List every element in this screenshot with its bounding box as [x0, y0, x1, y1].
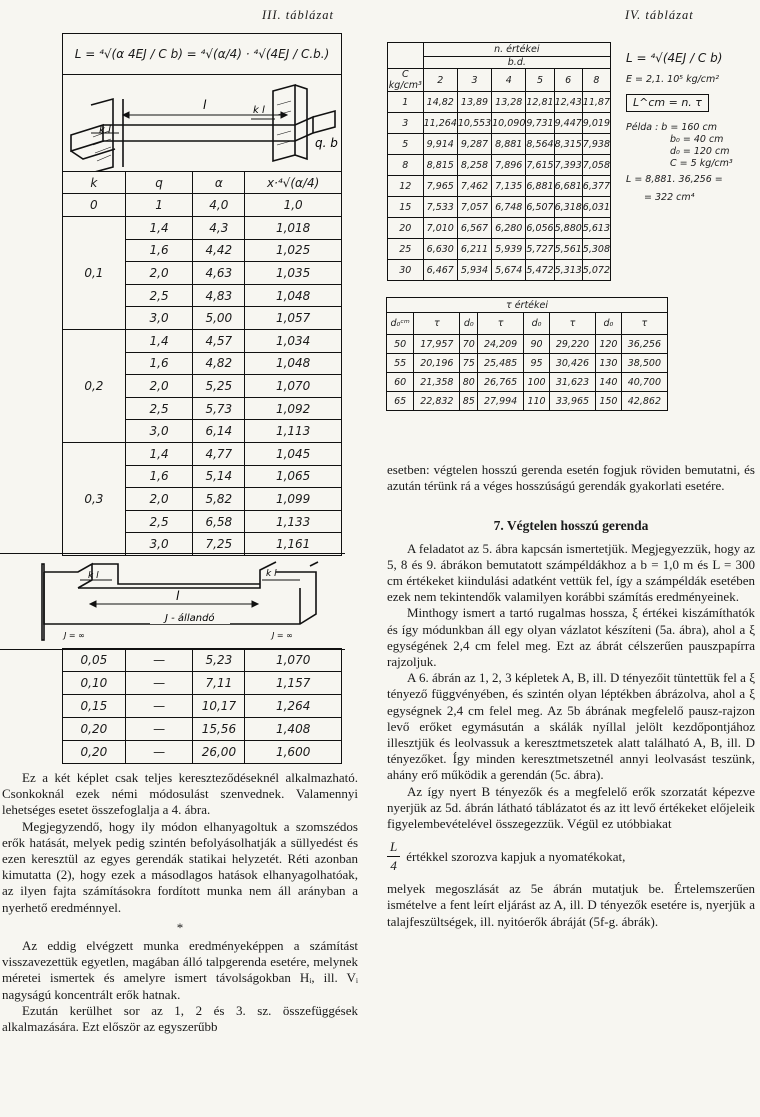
n-table-cell: 9,914 — [423, 134, 457, 155]
table3-cell: 3,0 — [125, 533, 193, 556]
n-table-row-header: 25 — [388, 239, 424, 260]
table4-header: IV. táblázat — [625, 8, 694, 22]
tau-table-cell: 21,358 — [414, 373, 460, 392]
table3-cell: 3,0 — [125, 420, 193, 443]
n-table-blank — [388, 43, 424, 69]
right-text — [387, 462, 755, 930]
table3-cell: 26,00 — [193, 741, 245, 764]
table3-cell: 15,56 — [193, 718, 245, 741]
right-para-3: A 6. ábrán az 1, 2, 3 képletek A, B, ill. D tényezőit tüntettük fel a ξ tényező függvényében, és szintén olyan léptékben ábrázolva, ahol a ξ egységnek 2,4 cm felel meg. Az 5b ábrának megfelelő pausz-rajzon levő erőket egymásután a skálák nyíllal jelölt kezdőpontjához illesztjük és leolvassuk a keresztmetszetek alatt található A, B, ill. D tényezőket. Így minden keresztmetszetnél annyi leolvasást teszünk, ahány erő működik a gerendán (5c. ábra). — [387, 670, 755, 783]
n-table-cell: 6,056 — [526, 218, 554, 239]
table3-bottom-row — [63, 649, 342, 672]
n-table-row — [388, 176, 611, 197]
svg-text:l: l — [176, 589, 180, 603]
table3-k-cell: 0,1 — [63, 217, 126, 330]
tau-table-cell: 20,196 — [414, 354, 460, 373]
table3-cell: 1,264 — [245, 695, 342, 718]
table3-cell: 1,099 — [245, 488, 342, 511]
n-table-cell: 14,82 — [423, 92, 457, 113]
section-star: * — [176, 919, 184, 935]
right-para-5: melyek megoszlását az 5e ábrán mutatjuk be. Értelemszerűen ismételve a fent leírt eljárást az A, ill. D tényezők esetére is, nyerjük a talajfeszültségek, ill. nyitóerők ábráját (5f-g. ábrák). — [387, 881, 755, 929]
table3-cell: 1,034 — [245, 329, 342, 352]
n-table-cell: 7,393 — [554, 155, 582, 176]
table3-cell: 1,035 — [245, 262, 342, 285]
n-table-header-row — [388, 69, 611, 92]
table3-bottom-row — [63, 672, 342, 695]
n-table-cell: 5,308 — [582, 239, 610, 260]
table3-cell: — — [125, 672, 193, 695]
table3-cell: 6,58 — [193, 510, 245, 533]
table3-cell: 0,20 — [63, 718, 126, 741]
n-table-cell: 6,377 — [582, 176, 610, 197]
tau-table-cell: 80 — [460, 373, 478, 392]
n-table-cell: 8,815 — [423, 155, 457, 176]
table3-bottom-row — [63, 718, 342, 741]
tau-table-col-header: d₀ — [596, 313, 622, 335]
table3-cell: 4,63 — [193, 262, 245, 285]
table3-col-header: q — [125, 172, 193, 194]
tau-table-cell: 29,220 — [549, 335, 595, 354]
table3-cell: 1,600 — [245, 741, 342, 764]
left-para-1: Ez a két képlet csak teljes kereszteződéseknél alkalmazható. Csonkoknál ezek némi módosulást szenvednek. Valamennyi lehetséges esetet összefoglalja a 4. ábra. — [2, 770, 358, 818]
n-table-cell: 8,564 — [526, 134, 554, 155]
fraction-line — [387, 838, 755, 875]
table3-cell: 3,0 — [125, 307, 193, 330]
tau-table-col-header: τ — [549, 313, 595, 335]
n-table-row — [388, 218, 611, 239]
table3-cell: 4,57 — [193, 329, 245, 352]
tau-table-cell: 24,209 — [478, 335, 524, 354]
n-table-row — [388, 113, 611, 134]
table3-cell: 4,77 — [193, 442, 245, 465]
n-values-table — [387, 42, 611, 281]
table3-col-header: x·⁴√(α/4) — [245, 172, 342, 194]
l-formula: L = ⁴√(4EJ / C b) — [626, 51, 723, 65]
table3-cell: 4,3 — [193, 217, 245, 240]
table3-k-cell: 0,3 — [63, 442, 126, 555]
n-table-col-header: 6 — [554, 69, 582, 92]
n-table-cell: 5,727 — [526, 239, 554, 260]
table3-cell: 1,048 — [245, 284, 342, 307]
table3-cell: 6,14 — [193, 420, 245, 443]
table3-bottom-row — [63, 695, 342, 718]
table3-cell: 4,82 — [193, 352, 245, 375]
table3-cell: — — [125, 695, 193, 718]
tau-table-cell: 50 — [387, 335, 414, 354]
n-table-row-header: 1 — [388, 92, 424, 113]
tau-table-row — [387, 335, 668, 354]
tau-table-cell: 70 — [460, 335, 478, 354]
n-table-cell: 6,211 — [457, 239, 491, 260]
svg-text:q. b: q. b — [315, 136, 338, 150]
right-para-4: Az így nyert B tényezők és a megfelelő erők szorzatát képezve nyerjük az 5d. ábrán látható táblázatot és az itt levő értékeket előjeleik figyelembevételével összegezzük. Végül ez utóbbiakat — [387, 783, 755, 832]
n-table-cell: 13,89 — [457, 92, 491, 113]
right-para-2: Minthogy ismert a tartó rugalmas hossza, ξ értékei kiszámíthatók és így módunkban áll egy olyan vázlatot készíteni (5a. ábra), ahol a ξ egységének 2,4 cm felel meg. Ezt az ábrát célszerűen pauszpapírra rajzoljuk. — [387, 605, 755, 670]
table3-cell: 2,5 — [125, 397, 193, 420]
tau-table-row — [387, 392, 668, 411]
n-table-cell: 10,553 — [457, 113, 491, 134]
tau-table-col-header: d₀ᶜᵐ — [387, 313, 414, 335]
n-table-cell: 5,880 — [554, 218, 582, 239]
tau-table-cell: 17,957 — [414, 335, 460, 354]
tau-table-col-header: d₀ — [460, 313, 478, 335]
example-c: C = 5 kg/cm³ — [670, 158, 733, 169]
n-table-cell: 6,881 — [526, 176, 554, 197]
n-table-row — [388, 92, 611, 113]
table3-cell: 1,0 — [245, 194, 342, 217]
svg-text:J - állandó: J - állandó — [165, 613, 215, 624]
n-table-row — [388, 260, 611, 281]
table3-cell: 5,00 — [193, 307, 245, 330]
constant-j-diagram — [0, 553, 345, 650]
table3-cell: 1,065 — [245, 465, 342, 488]
n-table-cell: 5,472 — [526, 260, 554, 281]
left-text — [2, 770, 358, 1035]
tau-table-cell: 31,623 — [549, 373, 595, 392]
table3-cell: 0,20 — [63, 741, 126, 764]
table3-cell: 4,83 — [193, 284, 245, 307]
n-table-cell: 6,567 — [457, 218, 491, 239]
tau-table-cell: 140 — [596, 373, 622, 392]
tau-table-header-row — [387, 313, 668, 335]
table3-cell: 1,157 — [245, 672, 342, 695]
table3-cell: — — [125, 649, 193, 672]
n-table-row — [388, 134, 611, 155]
n-table-row-header: 8 — [388, 155, 424, 176]
table3-cell: 0,15 — [63, 695, 126, 718]
table3-row — [63, 442, 342, 465]
tau-table-cell: 90 — [524, 335, 550, 354]
tau-values-table — [386, 297, 668, 411]
n-table-cell: 5,313 — [554, 260, 582, 281]
svg-text:k l: k l — [253, 105, 265, 116]
table3-cell: 1,045 — [245, 442, 342, 465]
example-b: Példa : b = 160 cm — [626, 122, 717, 133]
tau-table-row — [387, 373, 668, 392]
table3-row — [63, 329, 342, 352]
table3-cell: 1,133 — [245, 510, 342, 533]
tau-table-cell: 27,994 — [478, 392, 524, 411]
constant-j-drawing — [0, 554, 345, 649]
table3-cell: 1,048 — [245, 352, 342, 375]
table3-cell: 1,113 — [245, 420, 342, 443]
n-table-row-header: 20 — [388, 218, 424, 239]
example-d0: d₀ = 120 cm — [670, 146, 730, 157]
table3-cell: 1,018 — [245, 217, 342, 240]
example-l-result: = 322 cm⁴ — [644, 192, 695, 203]
n-table-subtitle: b.d. — [423, 57, 610, 69]
table3-cell: 1,4 — [125, 442, 193, 465]
n-table-cell: 7,896 — [492, 155, 526, 176]
n-table-cell: 9,731 — [526, 113, 554, 134]
tau-table-cell: 130 — [596, 354, 622, 373]
n-table-cell: 5,072 — [582, 260, 610, 281]
n-table-cell: 7,462 — [457, 176, 491, 197]
table3-cell: — — [125, 718, 193, 741]
n-table-cell: 13,28 — [492, 92, 526, 113]
table3-row — [63, 194, 342, 217]
tau-table-cell: 22,832 — [414, 392, 460, 411]
n-table-cell: 5,934 — [457, 260, 491, 281]
table3-cell: 1,4 — [125, 329, 193, 352]
n-table-title: n. értékei — [423, 43, 610, 57]
n-table-col-header: 5 — [526, 69, 554, 92]
svg-text:J = ∞: J = ∞ — [272, 631, 293, 640]
n-table-cell: 11,87 — [582, 92, 610, 113]
table3-cell: 1,161 — [245, 533, 342, 556]
tau-table-cell: 110 — [524, 392, 550, 411]
table3-cell: 0,05 — [63, 649, 126, 672]
table3-cell: 5,25 — [193, 375, 245, 398]
n-table-title-row — [388, 43, 611, 57]
n-table-cell: 9,287 — [457, 134, 491, 155]
tau-table-col-header: τ — [414, 313, 460, 335]
n-table-col-header: 3 — [457, 69, 491, 92]
example-b0: b₀ = 40 cm — [670, 134, 724, 145]
svg-text:l: l — [203, 98, 207, 112]
n-table-cell: 11,264 — [423, 113, 457, 134]
table3-cell: 0,10 — [63, 672, 126, 695]
n-table-cell: 7,615 — [526, 155, 554, 176]
tau-table-cell: 120 — [596, 335, 622, 354]
tau-table-cell: 75 — [460, 354, 478, 373]
table3-cell: 0 — [63, 194, 126, 217]
n-table-cell: 6,630 — [423, 239, 457, 260]
n-table-row-header: 3 — [388, 113, 424, 134]
table3-cell: 2,0 — [125, 262, 193, 285]
n-table-cell: 6,467 — [423, 260, 457, 281]
n-table-col-header: 2 — [423, 69, 457, 92]
n-table-cell: 5,561 — [554, 239, 582, 260]
tau-table-col-header: τ — [621, 313, 667, 335]
table3-cell: 1,408 — [245, 718, 342, 741]
n-table-cell: 7,965 — [423, 176, 457, 197]
n-table-row — [388, 155, 611, 176]
table3-cell: 1,092 — [245, 397, 342, 420]
table3-cell: 1,4 — [125, 217, 193, 240]
l-n-tau-box: L^cm = n. τ — [626, 94, 709, 112]
beam-figure-top — [62, 74, 342, 171]
n-table-cell: 6,748 — [492, 197, 526, 218]
n-table-col-header: 8 — [582, 69, 610, 92]
n-table-cell: 6,507 — [526, 197, 554, 218]
tau-table-col-header: d₀ — [524, 313, 550, 335]
table3-cell: 2,5 — [125, 284, 193, 307]
tau-table-cell: 60 — [387, 373, 414, 392]
table3-col-header: α — [193, 172, 245, 194]
fraction-denominator: 4 — [390, 858, 397, 874]
n-table-cell: 6,280 — [492, 218, 526, 239]
tau-table-cell: 25,485 — [478, 354, 524, 373]
svg-text:k l: k l — [266, 569, 277, 579]
tau-table-cell: 85 — [460, 392, 478, 411]
table3-cell: 1,070 — [245, 375, 342, 398]
left-para-2: Megjegyzendő, hogy ily módon elhanyagoltuk a szomszédos erők hatását, melyek pedig szintén befolyásolhatják a süllyedést és ezen keresztül az egyes gerendák statikai helyzetét. Réti azonban kimutatta (2), hogy ezek a másodlagos hatások elhanyagolhatóak, az ilyen fajta számításokra fordított munka nem áll arányban a nyerhető eredménnyel. — [2, 818, 358, 915]
table3-header: III. táblázat — [262, 8, 335, 22]
tau-table-cell: 26,765 — [478, 373, 524, 392]
svg-text:J = ∞: J = ∞ — [64, 631, 85, 640]
svg-text:k l: k l — [99, 125, 111, 136]
table3-grid — [62, 171, 342, 556]
table3-cell: — — [125, 741, 193, 764]
table3-formula: L = ⁴√(α 4EJ / C b) = ⁴√(α/4) · ⁴√(4EJ / C.b.) — [74, 47, 330, 61]
table3-cell: 1,6 — [125, 465, 193, 488]
e-value: E = 2,1. 10⁵ kg/cm² — [626, 74, 720, 85]
table3-cell: 1,070 — [245, 649, 342, 672]
n-table-cell: 7,533 — [423, 197, 457, 218]
table3-cell: 1,057 — [245, 307, 342, 330]
n-table-col-header: 4 — [492, 69, 526, 92]
table3-cell: 5,23 — [193, 649, 245, 672]
table3-col-header: k — [63, 172, 126, 194]
table3-cell: 2,0 — [125, 375, 193, 398]
n-table-corner: C kg/cm³ — [388, 69, 422, 91]
tau-table-title-row — [387, 298, 668, 313]
table3-bottom-row — [63, 741, 342, 764]
left-para-4: Ezután kerülhet sor az 1, 2 és 3. sz. összefüggések alkalmazására. Ezt először az egyszerűbb — [2, 1002, 358, 1035]
tau-table-cell: 38,500 — [621, 354, 667, 373]
tau-table-title: τ értékei — [387, 298, 668, 313]
beam-cross-drawing — [63, 75, 340, 171]
tau-table-cell: 40,700 — [621, 373, 667, 392]
n-table-row — [388, 197, 611, 218]
side-formulas — [626, 52, 758, 204]
tau-table-cell: 65 — [387, 392, 414, 411]
n-table-cell: 7,938 — [582, 134, 610, 155]
table3-cell: 5,73 — [193, 397, 245, 420]
table3-cell: 2,5 — [125, 510, 193, 533]
table3-cell: 7,25 — [193, 533, 245, 556]
n-table-cell: 12,81 — [526, 92, 554, 113]
table3-cell: 4,42 — [193, 239, 245, 262]
n-table-cell: 8,315 — [554, 134, 582, 155]
table3-cell: 2,0 — [125, 488, 193, 511]
n-table-cell: 9,019 — [582, 113, 610, 134]
tau-table-row — [387, 354, 668, 373]
n-table-row-header: 15 — [388, 197, 424, 218]
table3-bottom-grid — [62, 648, 342, 764]
n-table-row — [388, 239, 611, 260]
table3-cell: 7,11 — [193, 672, 245, 695]
right-para-1: A feladatot az 5. ábra kapcsán ismertetjük. Megjegyezzük, hogy az 5, 8 és 9. ábrákon bemutatott számpéldákhoz a b = 1,0 m és L = 300 cm értékeket kiindulási adatként vettük fel, így a számpéldák esetében ezek nem tekintendők valamilyen korábbi számítás eredményeinek. — [387, 540, 755, 605]
tau-table-cell: 42,862 — [621, 392, 667, 411]
n-table-cell: 5,613 — [582, 218, 610, 239]
table3-cell: 1,6 — [125, 239, 193, 262]
tau-table-col-header: τ — [478, 313, 524, 335]
tau-table-cell: 100 — [524, 373, 550, 392]
fraction-numerator: L — [387, 838, 400, 857]
svg-text:k l: k l — [88, 571, 99, 581]
n-table-cell: 7,058 — [582, 155, 610, 176]
tau-table-cell: 33,965 — [549, 392, 595, 411]
n-table-cell: 7,057 — [457, 197, 491, 218]
tau-table-cell: 36,256 — [621, 335, 667, 354]
tau-table-cell: 150 — [596, 392, 622, 411]
n-table-cell: 12,43 — [554, 92, 582, 113]
table3-cell: 5,14 — [193, 465, 245, 488]
table3-cell: 10,17 — [193, 695, 245, 718]
table3-header-row — [63, 172, 342, 194]
n-table-cell: 8,258 — [457, 155, 491, 176]
right-para-0: esetben: végtelen hosszú gerenda esetén fogjuk röviden bemutatni, és azután térünk rá a véges hosszúságú gerendák gyakorlati esetére. — [387, 462, 755, 494]
table3-row — [63, 217, 342, 240]
n-table-cell: 8,881 — [492, 134, 526, 155]
n-table-cell: 6,031 — [582, 197, 610, 218]
n-table-cell: 9,447 — [554, 113, 582, 134]
n-table-cell: 6,681 — [554, 176, 582, 197]
n-table-row-header: 30 — [388, 260, 424, 281]
left-para-3: Az eddig elvégzett munka eredményeképpen a számítást visszavezettük egyetlen, magában álló talpgerenda esetére, melynek méretei ismertek és amelyre ismert távolságokban Hᵢ, ill. Vᵢ nagyságú koncentrált erők hatnak. — [2, 938, 358, 1002]
table3-cell: 5,82 — [193, 488, 245, 511]
tau-table-cell: 95 — [524, 354, 550, 373]
tau-table-cell: 55 — [387, 354, 414, 373]
table3 — [62, 33, 342, 556]
table3-cell: 1,025 — [245, 239, 342, 262]
n-table-row-header: 12 — [388, 176, 424, 197]
n-table-cell: 7,010 — [423, 218, 457, 239]
tau-table-cell: 30,426 — [549, 354, 595, 373]
table3-k-cell: 0,2 — [63, 329, 126, 442]
table3-cell: 1 — [125, 194, 193, 217]
table3-cell: 1,6 — [125, 352, 193, 375]
fraction-text: értékkel szorozva kapjuk a nyomatékokat, — [406, 848, 626, 864]
section-heading: 7. Végtelen hosszú gerenda — [493, 518, 649, 534]
n-table-cell: 5,674 — [492, 260, 526, 281]
n-table-cell: 5,939 — [492, 239, 526, 260]
table3-formula-box — [62, 33, 342, 74]
n-table-cell: 6,318 — [554, 197, 582, 218]
table3-cell: 4,0 — [193, 194, 245, 217]
n-table-cell: 10,090 — [492, 113, 526, 134]
n-table-row-header: 5 — [388, 134, 424, 155]
example-l-calc: L = 8,881. 36,256 = — [626, 174, 723, 185]
n-table-cell: 7,135 — [492, 176, 526, 197]
